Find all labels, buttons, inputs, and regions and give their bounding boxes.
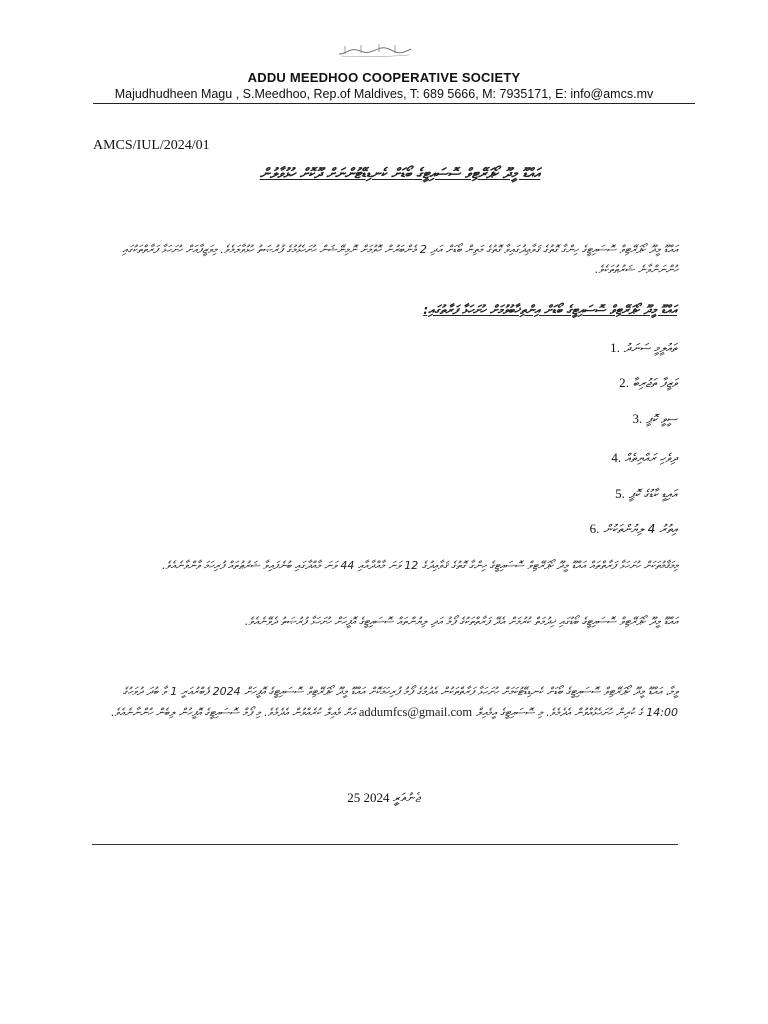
list-item (615, 486, 677, 502)
organization-name: ADDU MEEDHOO COOPERATIVE SOCIETY (247, 70, 521, 85)
list-item (590, 521, 677, 537)
intro-paragraph: އައްޑޫ މީދޫ ކޯޕަރޭޓިވް ސޮސައިޓީގެ ހިންގާ ގޮތުގެ ޤަވާޢިދުގައިވާ ގޮތުގެ މަތިން ބޯޑަށް އަދި 2 މެންބަރުން ހޮވުމަށް ނޮމިނޭޝަން ހުށަހެޅުމުގެ ފުރުޞަތު ހުޅުވާލަމެވެ. މިވަޒީފާއަށް ހުށަހަޅާ ފަރާތްތަކުގައި ހުންނަންވާނެ ޝަރުޠުތަކެވެ. (122, 243, 678, 276)
application-paragraph: އައްޑޫ މީދޫ ކޯޕަރޭޓިވް ސޮސައިޓީގެ ބޯޑުގައި ޚިދުމަތް ކުރުމަށް އެދޭ ފަރާތްތަކުގެ ފޯމު އަދި ލިޔުންތައް ސޮސައިޓީގެ އޮފީހަށް ހުށަހަޅާ ފުރުޞަތު ދެވޭނެއެވެ. (244, 615, 678, 628)
footer-divider (92, 844, 678, 845)
submission-text: ވީމާ، އައްޑޫ މީދޫ ކޯޕަރޭޓިވް ސޮސައިޓީގެ ބޯޑަށް ކެނޑިޑޭޓުކަމަށް ހުށަހަޅާ ފަރާތްތަކުން އެދުމުގެ ފޯމު ފުރިހަމަކޮށް އައްޑޫ މީދޫ ކޯޕަރޭޓިވް ސޮސައިޓީގެ އޮފީހަށް 2024 ފެބްރުއަރީ 1 ވާ ބުދަ ދުވަހުގެ 14:00 ގެ ކުރިން ހުށަހެޅުއްވުން އެދެމެވެ. މި ސޮސައިޓީގެ އީމެއިލް (122, 685, 678, 719)
list-item (610, 340, 677, 356)
item-number: 1. (610, 340, 620, 355)
item-text: ވަޒީފާ ތަޖުރިބާ (632, 376, 677, 390)
item-text: ދިވެހި ރައްޔިތެއް (624, 451, 677, 465)
item-text: އައިޑީ ކާޑުގެ ކޮޕީ (628, 487, 677, 501)
reference-number: AMCS/IUL/2024/01 (93, 138, 210, 153)
submission-paragraph (90, 682, 678, 723)
list-item (632, 411, 677, 427)
eligibility-paragraph: މިމަޤާމުތަކަށް ހުށަހަޅާ ފަރާތްތައް އައްޑޫ މީދޫ ކޯޕަރޭޓިވް ސޮސައިޓީގެ ހިންގާ ގޮތުގެ ޤަވާއިދުގެ 12 ވަނަ މާއްދާއާއި 44 ވަނަ މާއްދާގައި ބުނެފައިވާ ޝަރުޠުތައް ފުރިހަމަ ވާންވާނެއެވެ. (161, 559, 678, 572)
requirements-heading: އައްޑޫ މީދޫ ކޯޕަރޭޓިވް ސޮސައިޓީގެ ބޯޑަށް އިންތިޚާބުވުމަށް ހުށަހަޅާ ފަރާތުގައި: (423, 302, 677, 317)
organization-address: Majudhudheen Magu , S.Meedhoo, Rep.of Maldives, T: 689 5666, M: 7935171, E: info@amcs.mv (114, 87, 654, 101)
item-number: 4. (611, 450, 622, 465)
submission-text-end: އަށް މެއިލް ކުރެއްވުން އެދެމެވެ. މި ފޯމް ސޮސައިޓީގެ އޮފީހުން ލިބެން ހުންނާނެއެވެ. (110, 706, 356, 719)
item-number: 3. (632, 411, 643, 426)
item-text: ސީވީ ކޮޕީ (646, 412, 677, 426)
item-number: 2. (619, 375, 629, 390)
contact-email: addumfcs@gmail.com (358, 705, 473, 719)
item-number: 5. (615, 486, 625, 501)
bismillah-calligraphy (335, 42, 415, 58)
item-text: އިތުރު 4 ލިޔުންތަކުން (603, 522, 677, 536)
header-divider (93, 103, 695, 104)
document-date: 25 ޖެނުއަރީ 2024 (347, 790, 421, 805)
bismillah-icon (335, 42, 415, 58)
document-title: އައްޑޫ މީދޫ ކޯޕަރޭޓިވް ސޮސައިޓީގެ ބޯޑަށް ކެނޑިޑޭޓުންނަށް ދޫކޮށް ހުޅުވާލުން (259, 166, 541, 182)
list-item (619, 375, 677, 391)
list-item (611, 450, 677, 466)
item-text: ތައުލީމީ ސަނަދު (623, 341, 677, 355)
item-number: 6. (589, 521, 600, 536)
